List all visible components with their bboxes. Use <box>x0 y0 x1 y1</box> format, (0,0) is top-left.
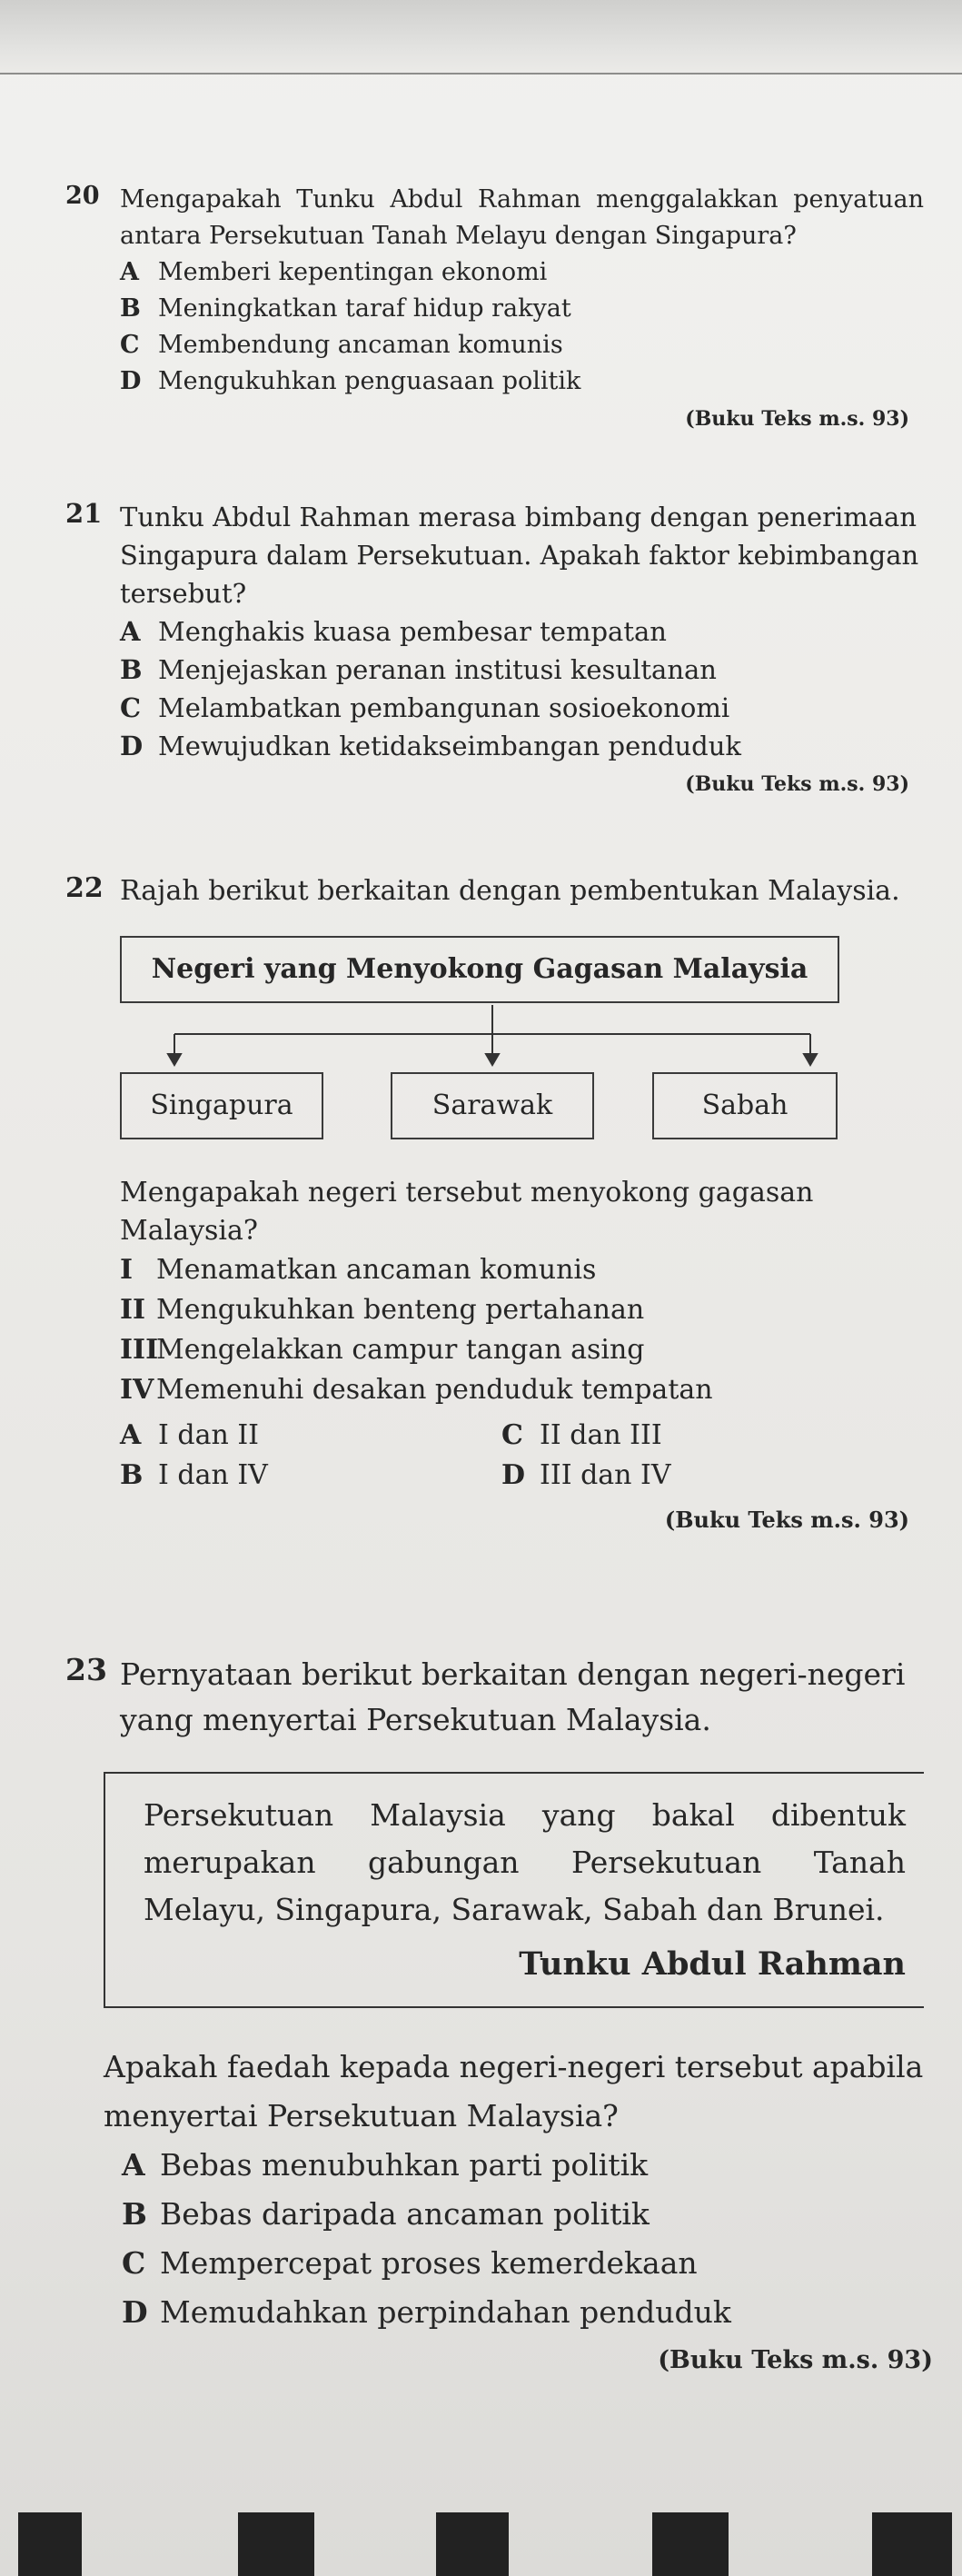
question-number: 21 <box>65 498 103 529</box>
diagram-box-sabah: Sabah <box>652 1072 838 1139</box>
quote-text: Persekutuan Malaysia yang bakal dibentuk merupakan gabungan Persekutuan Tanah Melayu, Singapura, Sarawak, Sabah dan Brunei. <box>144 1797 906 1927</box>
statement-4: IV Memenuhi desakan penduduk tempatan <box>120 1374 713 1406</box>
option-c[interactable]: C Melambatkan pembangunan sosioekonomi <box>120 692 730 723</box>
diagram-top-box: Negeri yang Menyokong Gagasan Malaysia <box>120 936 839 1003</box>
diagram-box-sarawak: Sarawak <box>391 1072 594 1139</box>
question-stem-2: Apakah faedah kepada negeri-negeri tersebut apabila menyertai Persekutuan Malaysia? <box>104 2049 924 2133</box>
option-a[interactable]: A Bebas menubuhkan parti politik <box>122 2147 649 2183</box>
question-stem: Tunku Abdul Rahman merasa bimbang dengan penerimaan Singapura dalam Persekutuan. Apakah faktor kebimbangan tersebut? <box>120 502 919 609</box>
question-number: 20 <box>65 182 100 210</box>
option-a[interactable]: A Memberi kepentingan ekonomi <box>120 258 548 286</box>
option-c[interactable]: C Mempercepat proses kemerdekaan <box>122 2245 698 2281</box>
question-stem-2: Mengapakah negeri tersebut menyokong gagasan Malaysia? <box>120 1177 814 1247</box>
binder-block <box>18 2512 82 2576</box>
binder-block <box>652 2512 729 2576</box>
binder-block <box>872 2512 952 2576</box>
option-b[interactable]: B I dan IV <box>120 1459 268 1491</box>
binder-edge <box>0 2488 962 2576</box>
option-c[interactable]: C Membendung ancaman komunis <box>120 331 563 359</box>
option-d[interactable]: D III dan IV <box>501 1459 671 1491</box>
quote-author: Tunku Abdul Rahman <box>519 1945 906 1983</box>
option-b[interactable]: B Menjejaskan peranan institusi kesultanan <box>120 654 717 685</box>
option-c[interactable]: C II dan III <box>501 1419 662 1451</box>
statement-1: I Menamatkan ancaman komunis <box>120 1254 597 1286</box>
question-20 <box>65 182 924 431</box>
question-23 <box>65 1652 933 2374</box>
support-diagram <box>120 936 901 1145</box>
question-stem: Pernyataan berikut berkaitan dengan negeri-negeri yang menyertai Persekutuan Malaysia. <box>120 1656 906 1737</box>
question-stem: Mengapakah Tunku Abdul Rahman menggalakkan penyatuan antara Persekutuan Tanah Melayu dengan Singapura? <box>120 185 924 250</box>
answer-grid <box>120 1416 924 1496</box>
source-reference: (Buku Teks m.s. 93) <box>685 407 909 431</box>
option-d[interactable]: D Memudahkan perpindahan penduduk <box>122 2294 731 2330</box>
question-stem: Rajah berikut berkaitan dengan pembentukan Malaysia. <box>120 875 900 907</box>
arrow-singapura <box>168 1054 181 1065</box>
question-22 <box>65 872 924 1533</box>
binder-block <box>238 2512 314 2576</box>
source-reference: (Buku Teks m.s. 93) <box>685 772 909 796</box>
source-reference: (Buku Teks m.s. 93) <box>664 1507 909 1533</box>
option-d[interactable]: D Mewujudkan ketidakseimbangan penduduk <box>120 731 741 761</box>
option-a[interactable]: A Menghakis kuasa pembesar tempatan <box>120 616 667 647</box>
option-a[interactable]: A I dan II <box>120 1419 260 1451</box>
statement-2: II Mengukuhkan benteng pertahanan <box>120 1294 645 1326</box>
binder-block <box>436 2512 509 2576</box>
option-d[interactable]: D Mengukuhkan penguasaan politik <box>120 367 581 395</box>
question-21 <box>65 498 924 796</box>
source-reference: (Buku Teks m.s. 93) <box>658 2346 933 2374</box>
question-number: 22 <box>65 872 104 904</box>
statement-3: III Mengelakkan campur tangan asing <box>120 1334 645 1366</box>
arrow-sabah <box>804 1054 817 1065</box>
option-b[interactable]: B Bebas daripada ancaman politik <box>122 2196 650 2232</box>
quote-box <box>104 1772 924 2008</box>
diagram-box-singapura: Singapura <box>120 1072 323 1139</box>
question-number: 23 <box>65 1652 107 1687</box>
option-b[interactable]: B Meningkatkan taraf hidup rakyat <box>120 294 571 323</box>
arrow-sarawak <box>486 1054 499 1065</box>
